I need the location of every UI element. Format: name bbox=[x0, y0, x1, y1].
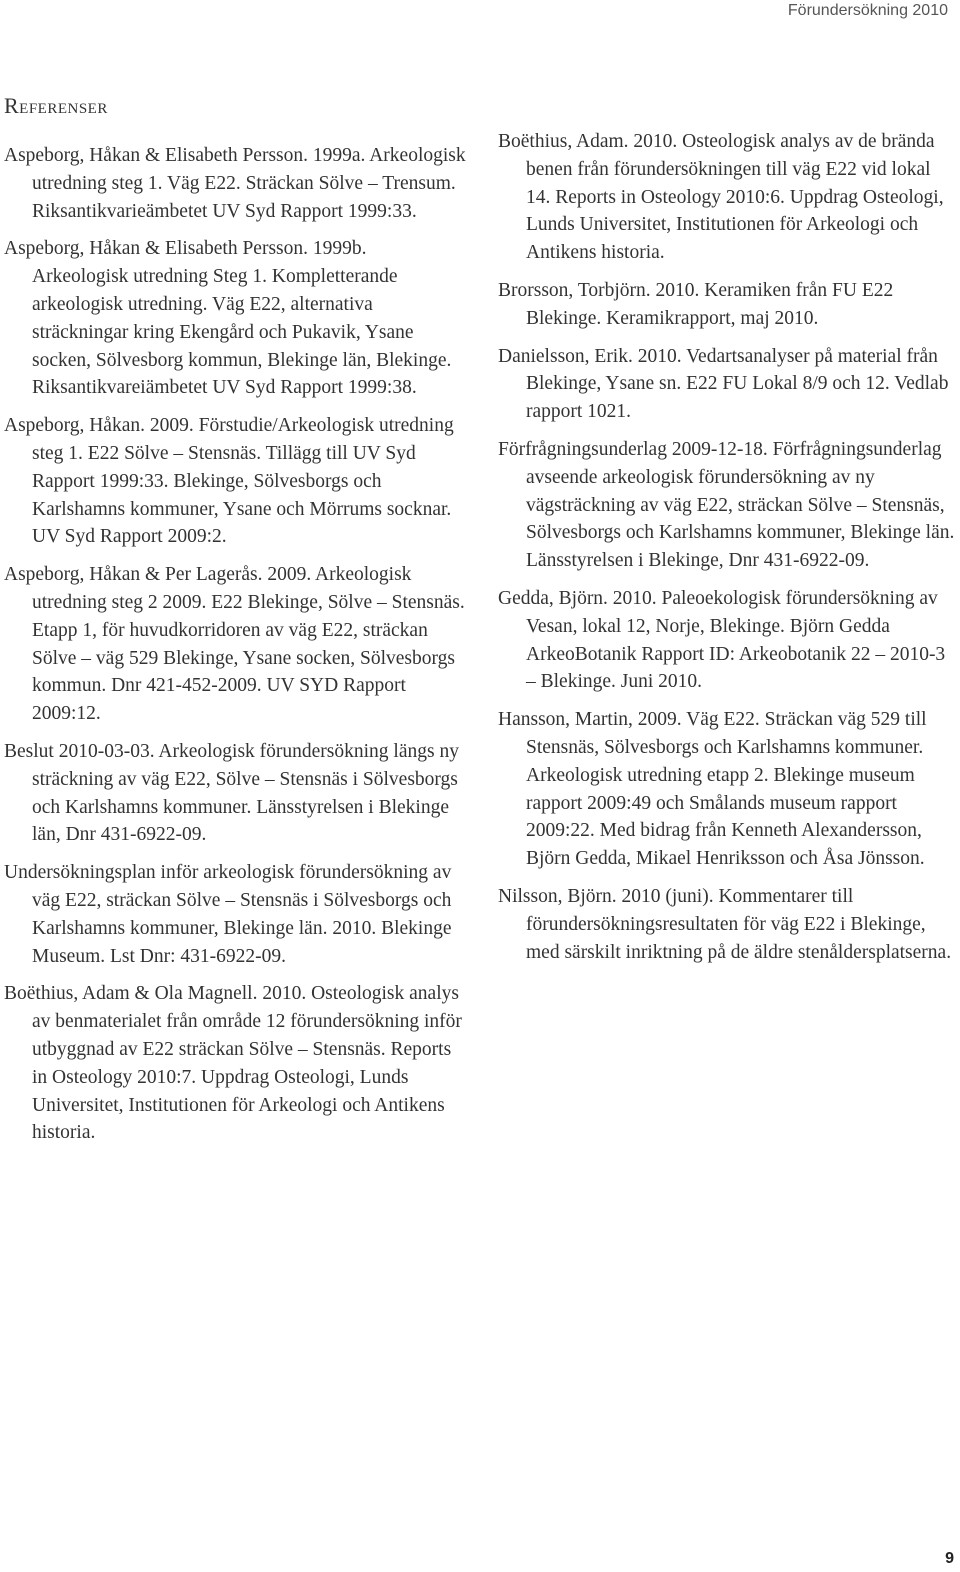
references-left-column bbox=[4, 142, 466, 1157]
reference-entry: Nilsson, Björn. 2010 (juni). Kommentarer till förundersökningsresultaten för väg E22 i Blekinge, med särskilt inriktning på de äldre stenåldersplatserna. bbox=[498, 885, 952, 963]
reference-entry: Förfrågningsunderlag 2009-12-18. Förfrågningsunderlag avseende arkeologisk förundersökning av ny vägsträckning av väg E22, sträckan Sölve – Stensnäs, Sölvesborgs och Karlshamns kommuner, Blekinge län. Länsstyrelsen i Blekinge, Dnr 431-6922-09. bbox=[498, 438, 955, 572]
reference-entry: Aspeborg, Håkan & Elisabeth Persson. 1999a. Arkeologisk utredning steg 1. Väg E22. Sträckan Sölve – Trensum. Riksantikvarieämbetet UV Syd Rapport 1999:33. bbox=[4, 145, 466, 222]
reference-entry: Boëthius, Adam & Ola Magnell. 2010. Osteologisk analys av benmaterialet från område 12 förundersökning inför utbyggnad av E22 sträckan Sölve – Stensnäs. Reports in Osteology 2010:7. Uppdrag Osteologi, Lunds Universitet, Institutionen för Arkeologi och Antikens historia. bbox=[4, 983, 462, 1144]
reference-entry: Aspeborg, Håkan & Elisabeth Persson. 1999b. Arkeologisk utredning Steg 1. Kompletterande arkeologisk utredning. Väg E22, alternativa sträckningar kring Ekengård och Pukavik, Ysane socken, Sölvesborg kommun, Blekinge län, Blekinge. Riksantikvareiämbetet UV Syd Rapport 1999:38. bbox=[4, 238, 452, 399]
reference-entry: Aspeborg, Håkan & Per Lagerås. 2009. Arkeologisk utredning steg 2 2009. E22 Blekinge, Sölve – Stensnäs. Etapp 1, för huvudkorridoren av väg E22, sträckan Sölve – väg 529 Blekinge, Ysane socken, Sölvesborgs kommun. Dnr 421-452-2009. UV SYD Rapport 2009:12. bbox=[4, 564, 465, 725]
reference-entry: Boëthius, Adam. 2010. Osteologisk analys av de brända benen från förundersökningen till väg E22 vid lokal 14. Reports in Osteology 2010:6. Uppdrag Osteologi, Lunds Universitet, Institutionen för Arkeologi och Antikens historia. bbox=[498, 131, 944, 264]
section-heading: Referenser bbox=[4, 93, 108, 118]
reference-entry: Beslut 2010-03-03. Arkeologisk förundersökning längs ny sträckning av väg E22, Sölve – Stensnäs i Sölvesborgs och Karlshamns kommuner. Länsstyrelsen i Blekinge län, Dnr 431-6922-09. bbox=[4, 740, 459, 846]
references-right-column bbox=[498, 128, 958, 976]
page-number: 9 bbox=[945, 1550, 954, 1567]
reference-entry: Danielsson, Erik. 2010. Vedartsanalyser på material från Blekinge, Ysane sn. E22 FU Lokal 8/9 och 12. Vedlab rapport 1021. bbox=[498, 345, 949, 423]
running-header: Förundersökning 2010 bbox=[787, 2, 948, 19]
reference-entry: Aspeborg, Håkan. 2009. Förstudie/Arkeologisk utredning steg 1. E22 Sölve – Stensnäs. Tillägg till UV Syd Rapport 1999:33. Blekinge, Sölvesborgs och Karlshamns kommuner, Ysane och Mörrums socknar. UV Syd Rapport 2009:2. bbox=[4, 415, 454, 548]
reference-entry: Undersökningsplan inför arkeologisk förundersökning av väg E22, sträckan Sölve – Stensnäs i Sölvesborgs och Karlshamns kommuner, Blekinge län. 2010. Blekinge Museum. Lst Dnr: 431-6922-09. bbox=[4, 862, 452, 967]
reference-entry: Gedda, Björn. 2010. Paleoekologisk förundersökning av Vesan, lokal 12, Norje, Blekinge. Björn Gedda ArkeoBotanik Rapport ID: Arkeobotanik 22 – 2010-3 – Blekinge. Juni 2010. bbox=[498, 587, 946, 693]
reference-entry: Hansson, Martin, 2009. Väg E22. Sträckan väg 529 till Stensnäs, Sölvesborgs och Karlshamns kommuner. Arkeologisk utredning etapp 2. Blekinge museum rapport 2009:49 och Smålands museum rapport 2009:22. Med bidrag från Kenneth Alexandersson, Björn Gedda, Mikael Henriksson och Åsa Jönsson. bbox=[498, 709, 927, 870]
reference-entry: Brorsson, Torbjörn. 2010. Keramiken från FU E22 Blekinge. Keramikrapport, maj 2010. bbox=[498, 279, 894, 329]
